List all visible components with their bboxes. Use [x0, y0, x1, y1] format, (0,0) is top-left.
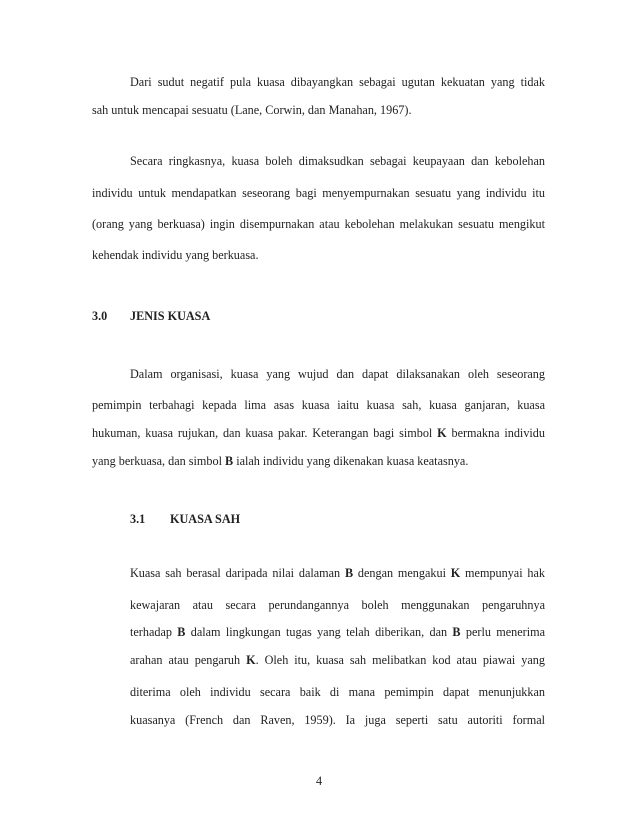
para4-line3 [130, 624, 545, 640]
para4-line4-text-a: arahan atau pengaruh [130, 653, 247, 667]
para1-line1: Dari sudut negatif pula kuasa dibayangkan sebagai ugutan kekuatan yang tidak [130, 75, 545, 89]
para4-line3-text-e: perlu menerima [460, 625, 545, 639]
subsection-title: KUASA SAH [170, 512, 241, 526]
symbol-b: B [177, 625, 186, 639]
para3-line3-text-a: hukuman, kuasa rujukan, dan kuasa pakar. Keterangan bagi simbol [92, 426, 438, 440]
para3-line3 [92, 425, 545, 441]
para1-line2: sah untuk mencapai sesuatu (Lane, Corwin, dan Manahan, 1967). [92, 103, 412, 117]
para2-line2: individu untuk mendapatkan seseorang bagi menyempurnakan sesuatu yang individu itu [92, 186, 545, 200]
para4-line3-text-a: terhadap [130, 625, 178, 639]
symbol-k: K [450, 566, 461, 580]
para4-line1-text-c: dengan mengakui [353, 566, 451, 580]
para2-line3: (orang yang berkuasa) ingin disempurnakan atau kebolehan melakukan sesuatu mengikut [92, 217, 545, 231]
para2-line1: Secara ringkasnya, kuasa boleh dimaksudkan sebagai keupayaan dan kebolehan [130, 154, 545, 168]
para3-line4-text-c: ialah individu yang dikenakan kuasa keatasnya. [233, 454, 469, 468]
section-number: 3.0 [92, 309, 108, 323]
symbol-k: K [246, 653, 256, 667]
para3-line1: Dalam organisasi, kuasa yang wujud dan dapat dilaksanakan oleh seseorang [130, 367, 545, 381]
symbol-b: B [225, 454, 234, 468]
para4-line3-text-c: dalam lingkungan tugas yang telah diberikan, dan [185, 625, 453, 639]
para3-line4 [92, 453, 545, 469]
para4-line4-text-c: . Oleh itu, kuasa sah melibatkan kod atau piawai yang [255, 653, 545, 667]
para3-line2: pemimpin terbahagi kepada lima asas kuasa iaitu kuasa sah, kuasa ganjaran, kuasa [92, 398, 545, 412]
para4-line5: diterima oleh individu secara baik di mana pemimpin dapat menunjukkan [130, 685, 545, 699]
para4-line1-text-e: mempunyai hak [460, 566, 545, 580]
para4-line2: kewajaran atau secara perundangannya boleh menggunakan pengaruhnya [130, 598, 545, 612]
subsection-number: 3.1 [130, 512, 146, 526]
symbol-k: K [437, 426, 447, 440]
para4-line6: kuasanya (French dan Raven, 1959). Ia juga seperti satu autoriti formal [130, 713, 545, 727]
para3-line4-text-a: yang berkuasa, dan simbol [92, 454, 226, 468]
para4-line1 [130, 565, 545, 581]
symbol-b: B [452, 625, 461, 639]
page-number: 4 [315, 774, 323, 788]
section-title: JENIS KUASA [130, 309, 211, 323]
para4-line1-text-a: Kuasa sah berasal daripada nilai dalaman [130, 566, 345, 580]
symbol-b: B [344, 566, 354, 580]
para4-line4 [130, 652, 545, 668]
para3-line3-text-c: bermakna individu [446, 426, 545, 440]
para2-line4: kehendak individu yang berkuasa. [92, 248, 259, 262]
